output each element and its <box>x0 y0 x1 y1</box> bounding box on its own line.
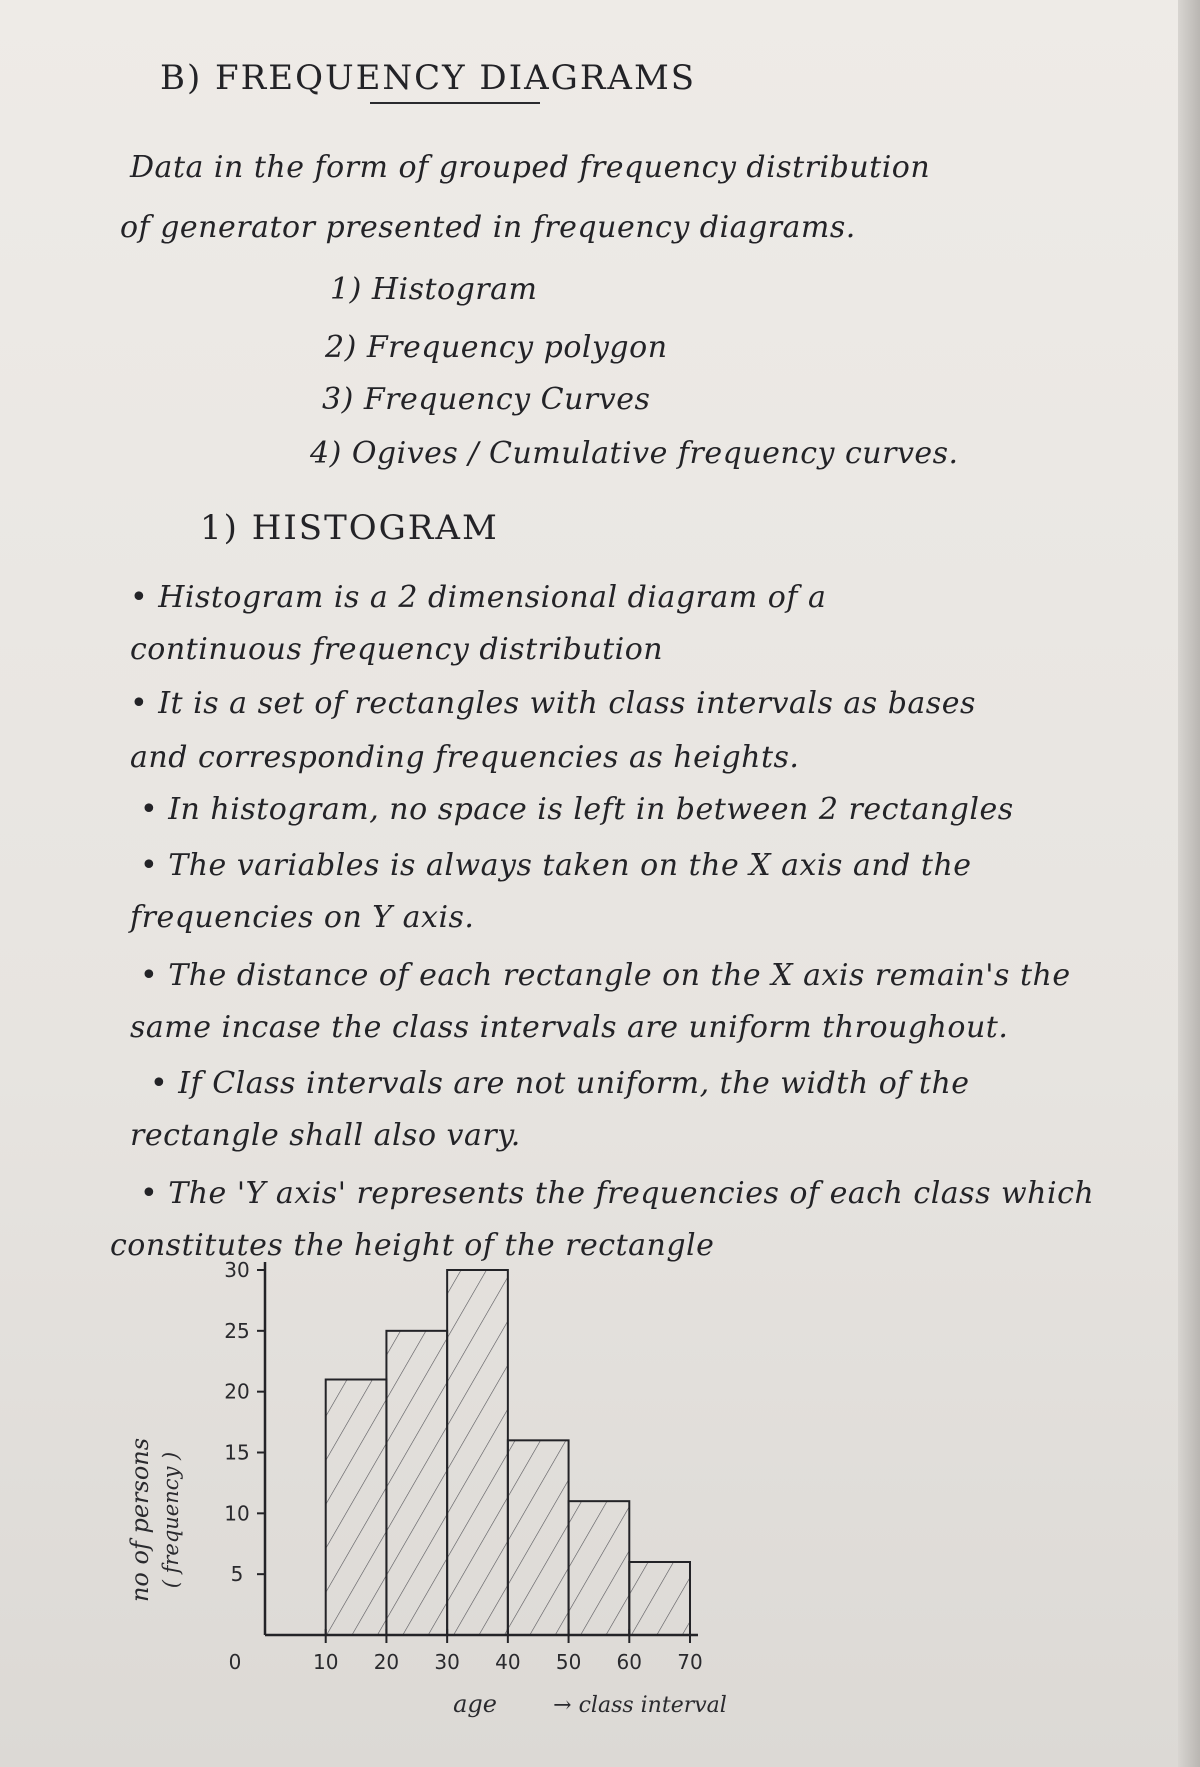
y-tick-label: 10 <box>224 1501 250 1526</box>
note-line: • Histogram is a 2 dimensional diagram of a <box>130 580 826 615</box>
x-axis-title: age <box>453 1690 497 1718</box>
note-line: • It is a set of rectangles with class intervals as bases <box>130 686 976 721</box>
diagram-type-ogives: 4) Ogives / Cumulative frequency curves. <box>310 436 959 471</box>
section-title: 1) HISTOGRAM <box>200 508 499 548</box>
x-tick-label: 70 <box>677 1650 703 1674</box>
note-line: same incase the class intervals are uniform throughout. <box>130 1010 1009 1045</box>
x-tick-label: 20 <box>373 1650 400 1674</box>
note-line: continuous frequency distribution <box>130 632 664 667</box>
diagram-type-polygon: 2) Frequency polygon <box>325 330 668 365</box>
x-tick-label: 50 <box>555 1650 582 1674</box>
note-line: frequencies on Y axis. <box>130 900 475 935</box>
note-line: constitutes the height of the rectangle <box>110 1228 715 1263</box>
y-tick-label: 15 <box>224 1440 250 1465</box>
note-line: • The 'Y axis' represents the frequencies of each class which <box>140 1176 1094 1211</box>
note-line: • In histogram, no space is left in between 2 rectangles <box>140 792 1014 827</box>
y-axis-title: no of persons <box>126 1437 154 1603</box>
x-tick-label: 10 <box>312 1650 339 1674</box>
diagram-type-histogram: 1) Histogram <box>330 272 538 307</box>
x-tick-label: 30 <box>434 1650 460 1674</box>
x-tick-label: 0 <box>228 1650 242 1674</box>
page-heading: B) FREQUENCY DIAGRAMS <box>160 58 697 98</box>
note-line: and corresponding frequencies as heights. <box>130 740 800 775</box>
note-line: • The distance of each rectangle on the X axis remain's the <box>140 958 1071 993</box>
diagram-type-curves: 3) Frequency Curves <box>322 382 651 417</box>
histogram-bar <box>326 1380 387 1636</box>
intro-line-1: Data in the form of grouped frequency distribution <box>130 150 931 185</box>
y-tick-label: 30 <box>224 1258 250 1282</box>
y-tick-label: 25 <box>224 1318 250 1343</box>
histogram-bar <box>629 1562 690 1635</box>
x-tick-label: 40 <box>495 1650 521 1674</box>
histogram-bar <box>386 1331 447 1635</box>
note-line: • The variables is always taken on the X axis and the <box>140 848 972 883</box>
note-line: rectangle shall also vary. <box>130 1118 521 1153</box>
histogram-bar <box>447 1270 508 1635</box>
y-tick-label: 5 <box>230 1562 244 1587</box>
y-tick-label: 20 <box>224 1379 250 1404</box>
histogram-bar <box>508 1440 569 1635</box>
x-axis-note: → class interval <box>553 1693 727 1718</box>
histogram-bar <box>569 1501 630 1635</box>
y-axis-note: ( frequency ) <box>159 1451 183 1589</box>
x-tick-label: 60 <box>616 1650 643 1674</box>
note-line: • If Class intervals are not uniform, the width of the <box>150 1066 970 1101</box>
intro-line-2: of generator presented in frequency diagrams. <box>120 210 856 245</box>
